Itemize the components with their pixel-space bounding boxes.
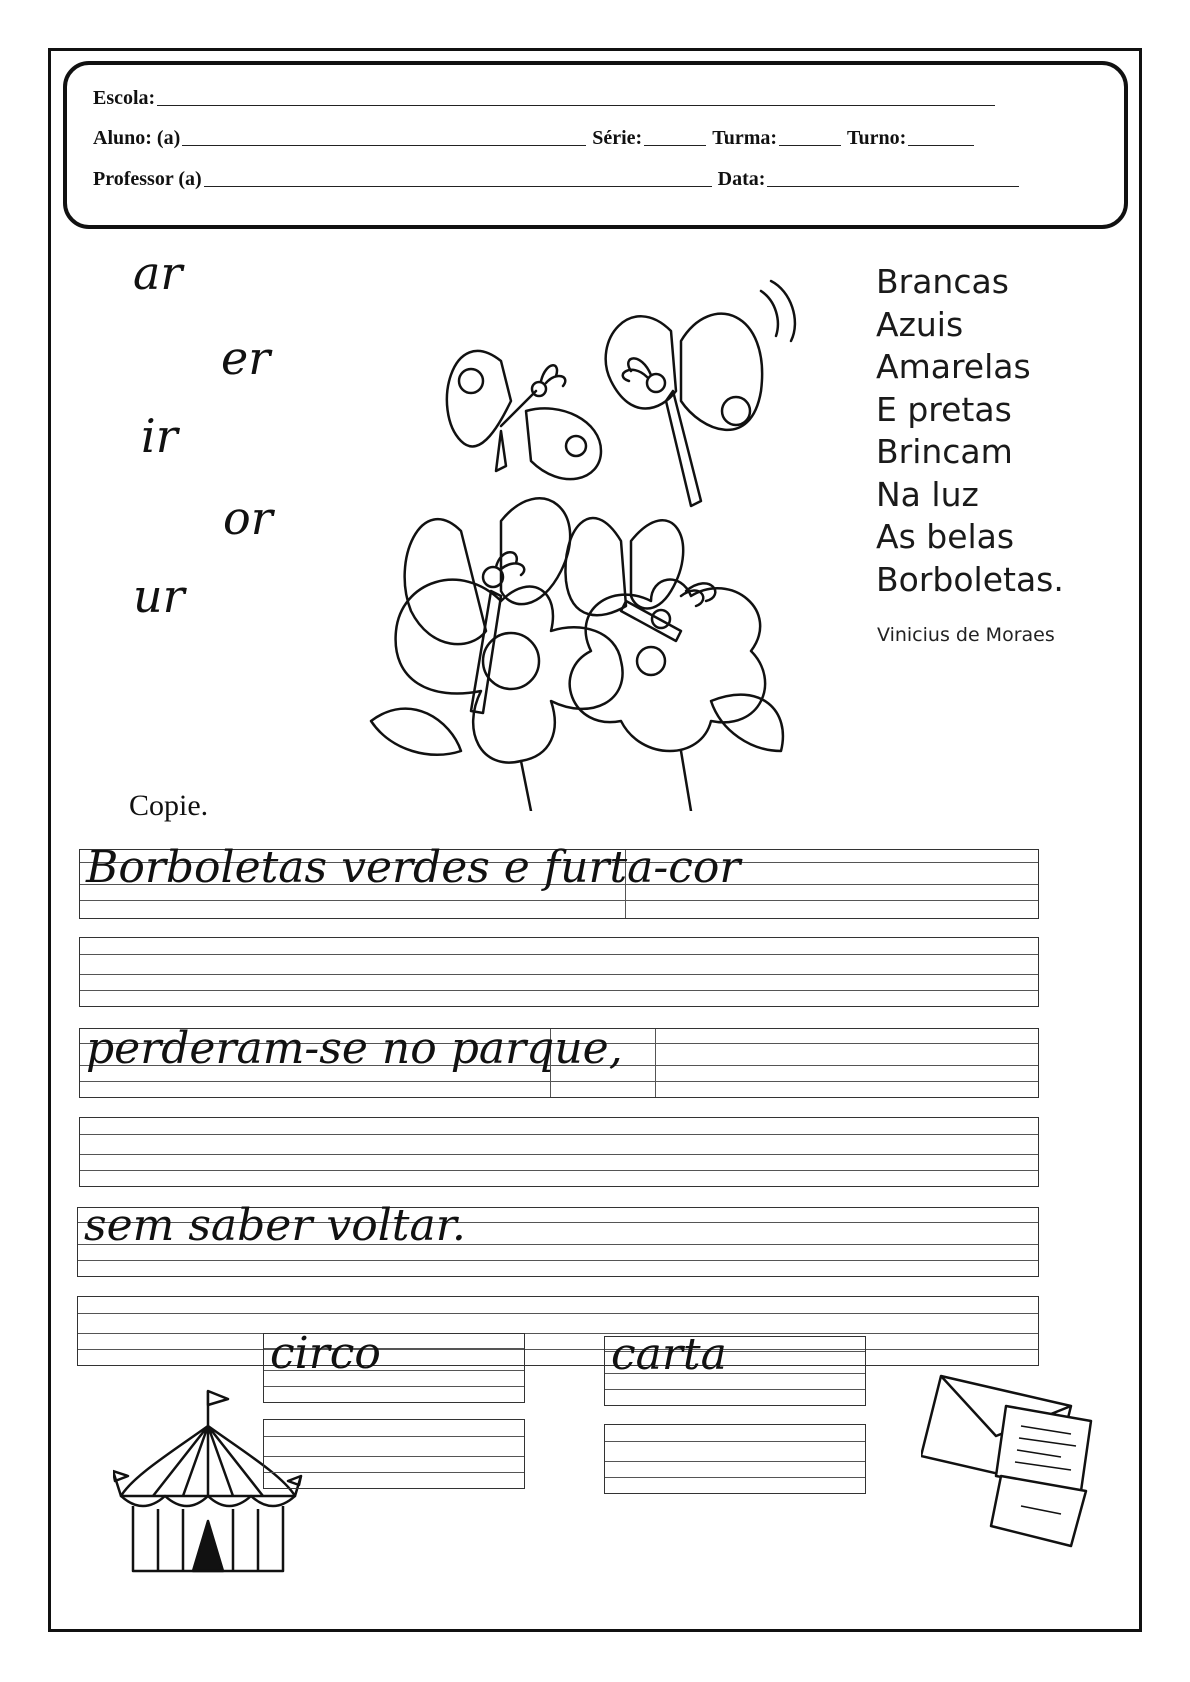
aluno-field[interactable]: [182, 129, 586, 146]
data-label: Data:: [717, 168, 766, 190]
writing-band-blank-1[interactable]: [79, 937, 1039, 1007]
poem-line: Brancas: [876, 262, 1009, 301]
turma-field[interactable]: [779, 129, 841, 146]
serie-label: Série:: [592, 127, 643, 149]
poem-line: Brincam: [876, 432, 1013, 471]
copy-instruction: Copie.: [129, 789, 209, 822]
model-sentence-1: Borboletas verdes e furta-cor: [86, 842, 741, 893]
syllable-ur: ur: [133, 569, 185, 623]
syllable-ar: ar: [133, 246, 183, 300]
poem-line: E pretas: [876, 389, 1012, 429]
professor-field[interactable]: [204, 170, 712, 187]
student-info-header: [63, 61, 1128, 229]
poem-line: As belas: [876, 517, 1015, 556]
syllable-er: er: [221, 331, 271, 385]
writing-band-model-carta: [604, 1329, 866, 1406]
poem: [876, 261, 1064, 601]
writing-band-model-circo: [263, 1328, 525, 1403]
poem-line: Amarelas: [876, 347, 1031, 386]
data-field[interactable]: [767, 170, 1019, 187]
poem-line: Borboletas.: [876, 559, 1064, 599]
writing-band-model-1: [79, 842, 1039, 919]
envelope-letter-icon: [921, 1366, 1121, 1556]
poem-line: Na luz: [876, 474, 979, 514]
writing-band-blank-3[interactable]: [77, 1296, 1039, 1366]
aluno-row: [93, 127, 980, 150]
escola-row: [93, 87, 1001, 110]
aluno-label: Aluno: (a): [93, 127, 181, 149]
poem-line: Azuis: [876, 304, 964, 344]
model-sentence-2: perderam-se no parque,: [86, 1023, 623, 1074]
escola-field[interactable]: [157, 89, 995, 106]
model-word-circo: circo: [270, 1328, 381, 1379]
model-word-carta: carta: [611, 1329, 727, 1380]
turno-field[interactable]: [908, 129, 974, 146]
butterfly-flowers-illustration: [351, 251, 821, 811]
serie-field[interactable]: [644, 129, 706, 146]
professor-row: [93, 168, 1025, 191]
writing-band-model-2: [79, 1023, 1039, 1098]
syllable-or: or: [223, 491, 273, 545]
writing-band-blank-2[interactable]: [79, 1117, 1039, 1187]
worksheet-page: [48, 48, 1142, 1632]
professor-label: Professor (a): [93, 168, 202, 190]
syllable-ir: ir: [141, 409, 178, 463]
poem-author: Vinicius de Moraes: [877, 624, 1055, 646]
writing-band-blank-circo[interactable]: [263, 1419, 525, 1489]
escola-label: Escola:: [93, 87, 156, 109]
turma-label: Turma:: [712, 127, 778, 149]
writing-band-blank-carta[interactable]: [604, 1424, 866, 1494]
writing-band-model-3: [77, 1200, 1039, 1277]
model-sentence-3: sem saber voltar.: [84, 1200, 466, 1251]
turno-label: Turno:: [847, 127, 907, 149]
